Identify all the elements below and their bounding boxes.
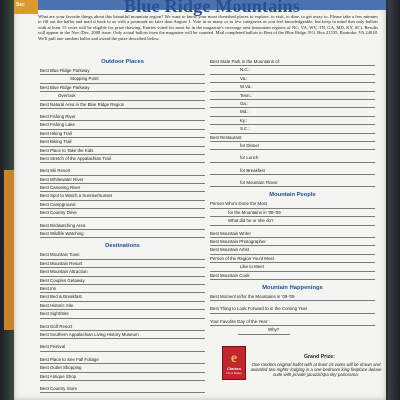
ballot-field-best-golf-resort[interactable]: Best Golf Resort <box>40 323 205 331</box>
left-column <box>40 58 205 393</box>
page-title: Blue Ridge Mountains <box>124 0 301 16</box>
section-tab: Sec <box>14 0 38 14</box>
ballot-field-for-dinner[interactable]: for Dinner <box>210 142 375 150</box>
ballot-field-for-mountain-flavor[interactable]: for Mountain Flavor <box>210 179 375 187</box>
ballot-field-best-place-to-see-fall-foliage[interactable]: Best Place to See Fall Foliage <box>40 356 205 364</box>
ballot-field-best-canoeing-river[interactable]: Best Canoeing River <box>40 184 205 192</box>
section-heading-outdoor-places: Outdoor Places <box>101 59 144 65</box>
background-right-edge <box>388 0 400 400</box>
ballot-field-best-whitewater-river[interactable]: Best Whitewater River <box>40 176 205 184</box>
intro-paragraph: What are your favorite things about this beautiful mountain region? We want to know your most cherished places to explore, to visit, to dine, to get away to. Please take a few minutes to fill out the ballot and mail it back to us with a postmark no later than August 1. Vote in as many or as few categories as you feel knowledgeable, but keep in mind that only ballots with at least 15 votes will be eligible for prize drawing. Entries voted for must be in the magazine's coverage area (mountain regions of NC, VA, WV, TN, GA, MD, KY, SC). Results will appear in the Nov./Dec. 2008 issue. Only actual ballots from the magazine will be counted. Mail completed ballots to Best of the Blue Ridge, P.O. Box 21535, Roanoke, VA 24018. We'll pull one random ballot and award the prize described below. <box>38 14 378 41</box>
right-column <box>210 58 375 335</box>
ballot-field-best-spot-to-watch-a-sunrise-sunset[interactable]: Best Spot to Watch a Sunrise/Sunset <box>40 192 205 200</box>
ballot-field-best-mountain-resort[interactable]: Best Mountain Resort <box>40 260 205 268</box>
ballot-field-stopping-point[interactable]: Stopping Point <box>40 75 205 83</box>
logo-letter: e <box>230 350 238 366</box>
grand-prize-text: One random original ballot with at least 15 votes will be drawn and awarded two nights' lodging in a one-bedroom king fireplace deluxe suite with private jacuzzi/spa sky-panorama. <box>250 362 382 378</box>
ballot-field-best-ski-resort[interactable]: Best Ski Resort <box>40 167 205 175</box>
ballot-field-best-stretch-of-the-appalachian-trail[interactable]: Best Stretch of the Appalachian Trail <box>40 155 205 163</box>
ballot-field-best-blue-ridge-parkway[interactable]: Best Blue Ridge Parkway <box>40 84 205 92</box>
ballot-field-best-mountain-cook[interactable]: Best Mountain Cook <box>210 272 375 280</box>
ballot-field-best-moment-in-for-the-mountains-in-08-09[interactable]: Best Moment in/for the Mountains in '08-'09 <box>210 293 375 301</box>
ballot-field-best-festival[interactable]: Best Festival <box>40 343 205 351</box>
ballot-field-best-restaurant[interactable]: Best Restaurant <box>210 134 375 142</box>
ballot-field-overlook[interactable]: Overlook <box>40 92 205 100</box>
ballot-field-md[interactable]: Md.: <box>210 108 375 116</box>
ballot-field-best-mountain-town[interactable]: Best Mountain Town <box>40 251 205 259</box>
ballot-field-best-country-store[interactable]: Best Country Store <box>40 385 205 393</box>
section-heading-mountain-people: Mountain People <box>269 192 316 199</box>
ballot-field-what-did-he-or-she-do[interactable]: What did he or she do? <box>210 217 375 225</box>
ballot-field-for-breakfast[interactable]: for Breakfast <box>210 167 375 175</box>
ballot-field-best-inn[interactable]: Best Inn <box>40 285 205 293</box>
ballot-field-best-antique-shop[interactable]: Best Antique Shop <box>40 373 205 381</box>
section-heading-mountain-happenings: Mountain Happenings <box>262 284 323 291</box>
ballot-field-best-bed-breakfast[interactable]: Best Bed & Breakfast <box>40 293 205 301</box>
ballot-field-for-lunch[interactable]: for Lunch <box>210 154 375 162</box>
ballot-field-best-fishing-river[interactable]: Best Fishing River <box>40 113 205 121</box>
ballot-field-best-southern-appalachian-living-history-museum[interactable]: Best Southern Appalachian Living History Museum <box>40 331 205 339</box>
ballot-field-best-birdwatching-area[interactable]: Best Birdwatching Area <box>40 222 205 230</box>
ballot-field-best-historic-site[interactable]: Best Historic Site <box>40 302 205 310</box>
ballot-field-best-hiking-trail[interactable]: Best Hiking Trail <box>40 130 205 138</box>
ballot-field-best-mountain-writer[interactable]: Best Mountain Writer <box>210 230 375 238</box>
ballot-field-best-outlet-shopping[interactable]: Best Outlet Shopping <box>40 364 205 372</box>
ballot-field-best-sight-site[interactable]: Best Sight/Site <box>40 310 205 318</box>
ballot-field-person-of-the-region-you-d-most[interactable]: Person of the Region You'd Most <box>210 255 375 263</box>
ballot-field-n-c[interactable]: N.C.: <box>210 66 375 74</box>
ballot-field-w-va[interactable]: W.Va.: <box>210 83 375 91</box>
grand-prize-heading: Grand Prize: <box>304 354 335 360</box>
ballot-field-like-to-meet[interactable]: Like to Meet <box>210 263 375 271</box>
ballot-field-best-state-park-in-the-mountains-of[interactable]: Best State Park in the Mountains of: <box>210 58 375 66</box>
ballot-field-ga[interactable]: Ga.: <box>210 100 375 108</box>
section-heading-destinations: Destinations <box>105 243 140 250</box>
ballot-field-s-c[interactable]: S.C.: <box>210 125 375 133</box>
ballot-field-best-biking-trail[interactable]: Best Biking Trail <box>40 138 205 146</box>
ballot-field-best-fishing-lake[interactable]: Best Fishing Lake <box>40 121 205 129</box>
ballot-field-best-place-to-take-the-kids[interactable]: Best Place to Take the Kids <box>40 147 205 155</box>
ballot-field-best-campground[interactable]: Best Campground <box>40 201 205 209</box>
ballot-field-best-wildlife-watching[interactable]: Best Wildlife Watching <box>40 230 205 238</box>
ballot-field-best-natural-area-in-the-blue-ridge-region[interactable]: Best Natural Area in the Blue Ridge Region <box>40 101 205 109</box>
ballot-field-best-blue-ridge-parkway[interactable]: Best Blue Ridge Parkway <box>40 67 205 75</box>
ballot-field-best-mountain-attraction[interactable]: Best Mountain Attraction <box>40 268 205 276</box>
ballot-field-your-favorite-day-of-the-year[interactable]: Your Favorite Day of the Year: <box>210 318 375 326</box>
ballot-field-ky[interactable]: Ky.: <box>210 117 375 125</box>
ballot-field-best-thing-to-look-forward-to-in-the-coming-year[interactable]: Best Thing to Look Forward to in the Coming Year <box>210 305 375 313</box>
clarion-logo <box>222 346 246 380</box>
ballot-field-why[interactable]: Why? <box>238 326 290 334</box>
background-magazine-edge <box>4 170 14 330</box>
ballot-field-tenn[interactable]: Tenn.: <box>210 92 375 100</box>
ballot-field-best-mountain-photographer[interactable]: Best Mountain Photographer <box>210 238 375 246</box>
ballot-field-va[interactable]: Va.: <box>210 75 375 83</box>
ballot-field-best-couples-getaway[interactable]: Best Couples Getaway <box>40 277 205 285</box>
ballot-field-for-the-mountains-in-08-09[interactable]: for the Mountains in '08-'09 <box>210 209 375 217</box>
logo-subtitle: Inn & Suites <box>226 370 242 375</box>
ballot-field-best-country-drive[interactable]: Best Country Drive <box>40 209 205 217</box>
ballot-field-person-who-s-done-the-most[interactable]: Person Who's Done the Most <box>210 200 375 208</box>
ballot-field-best-mountain-artist[interactable]: Best Mountain Artist <box>210 246 375 254</box>
logo-name: Clarion <box>227 365 241 371</box>
ballot-page <box>14 0 386 400</box>
